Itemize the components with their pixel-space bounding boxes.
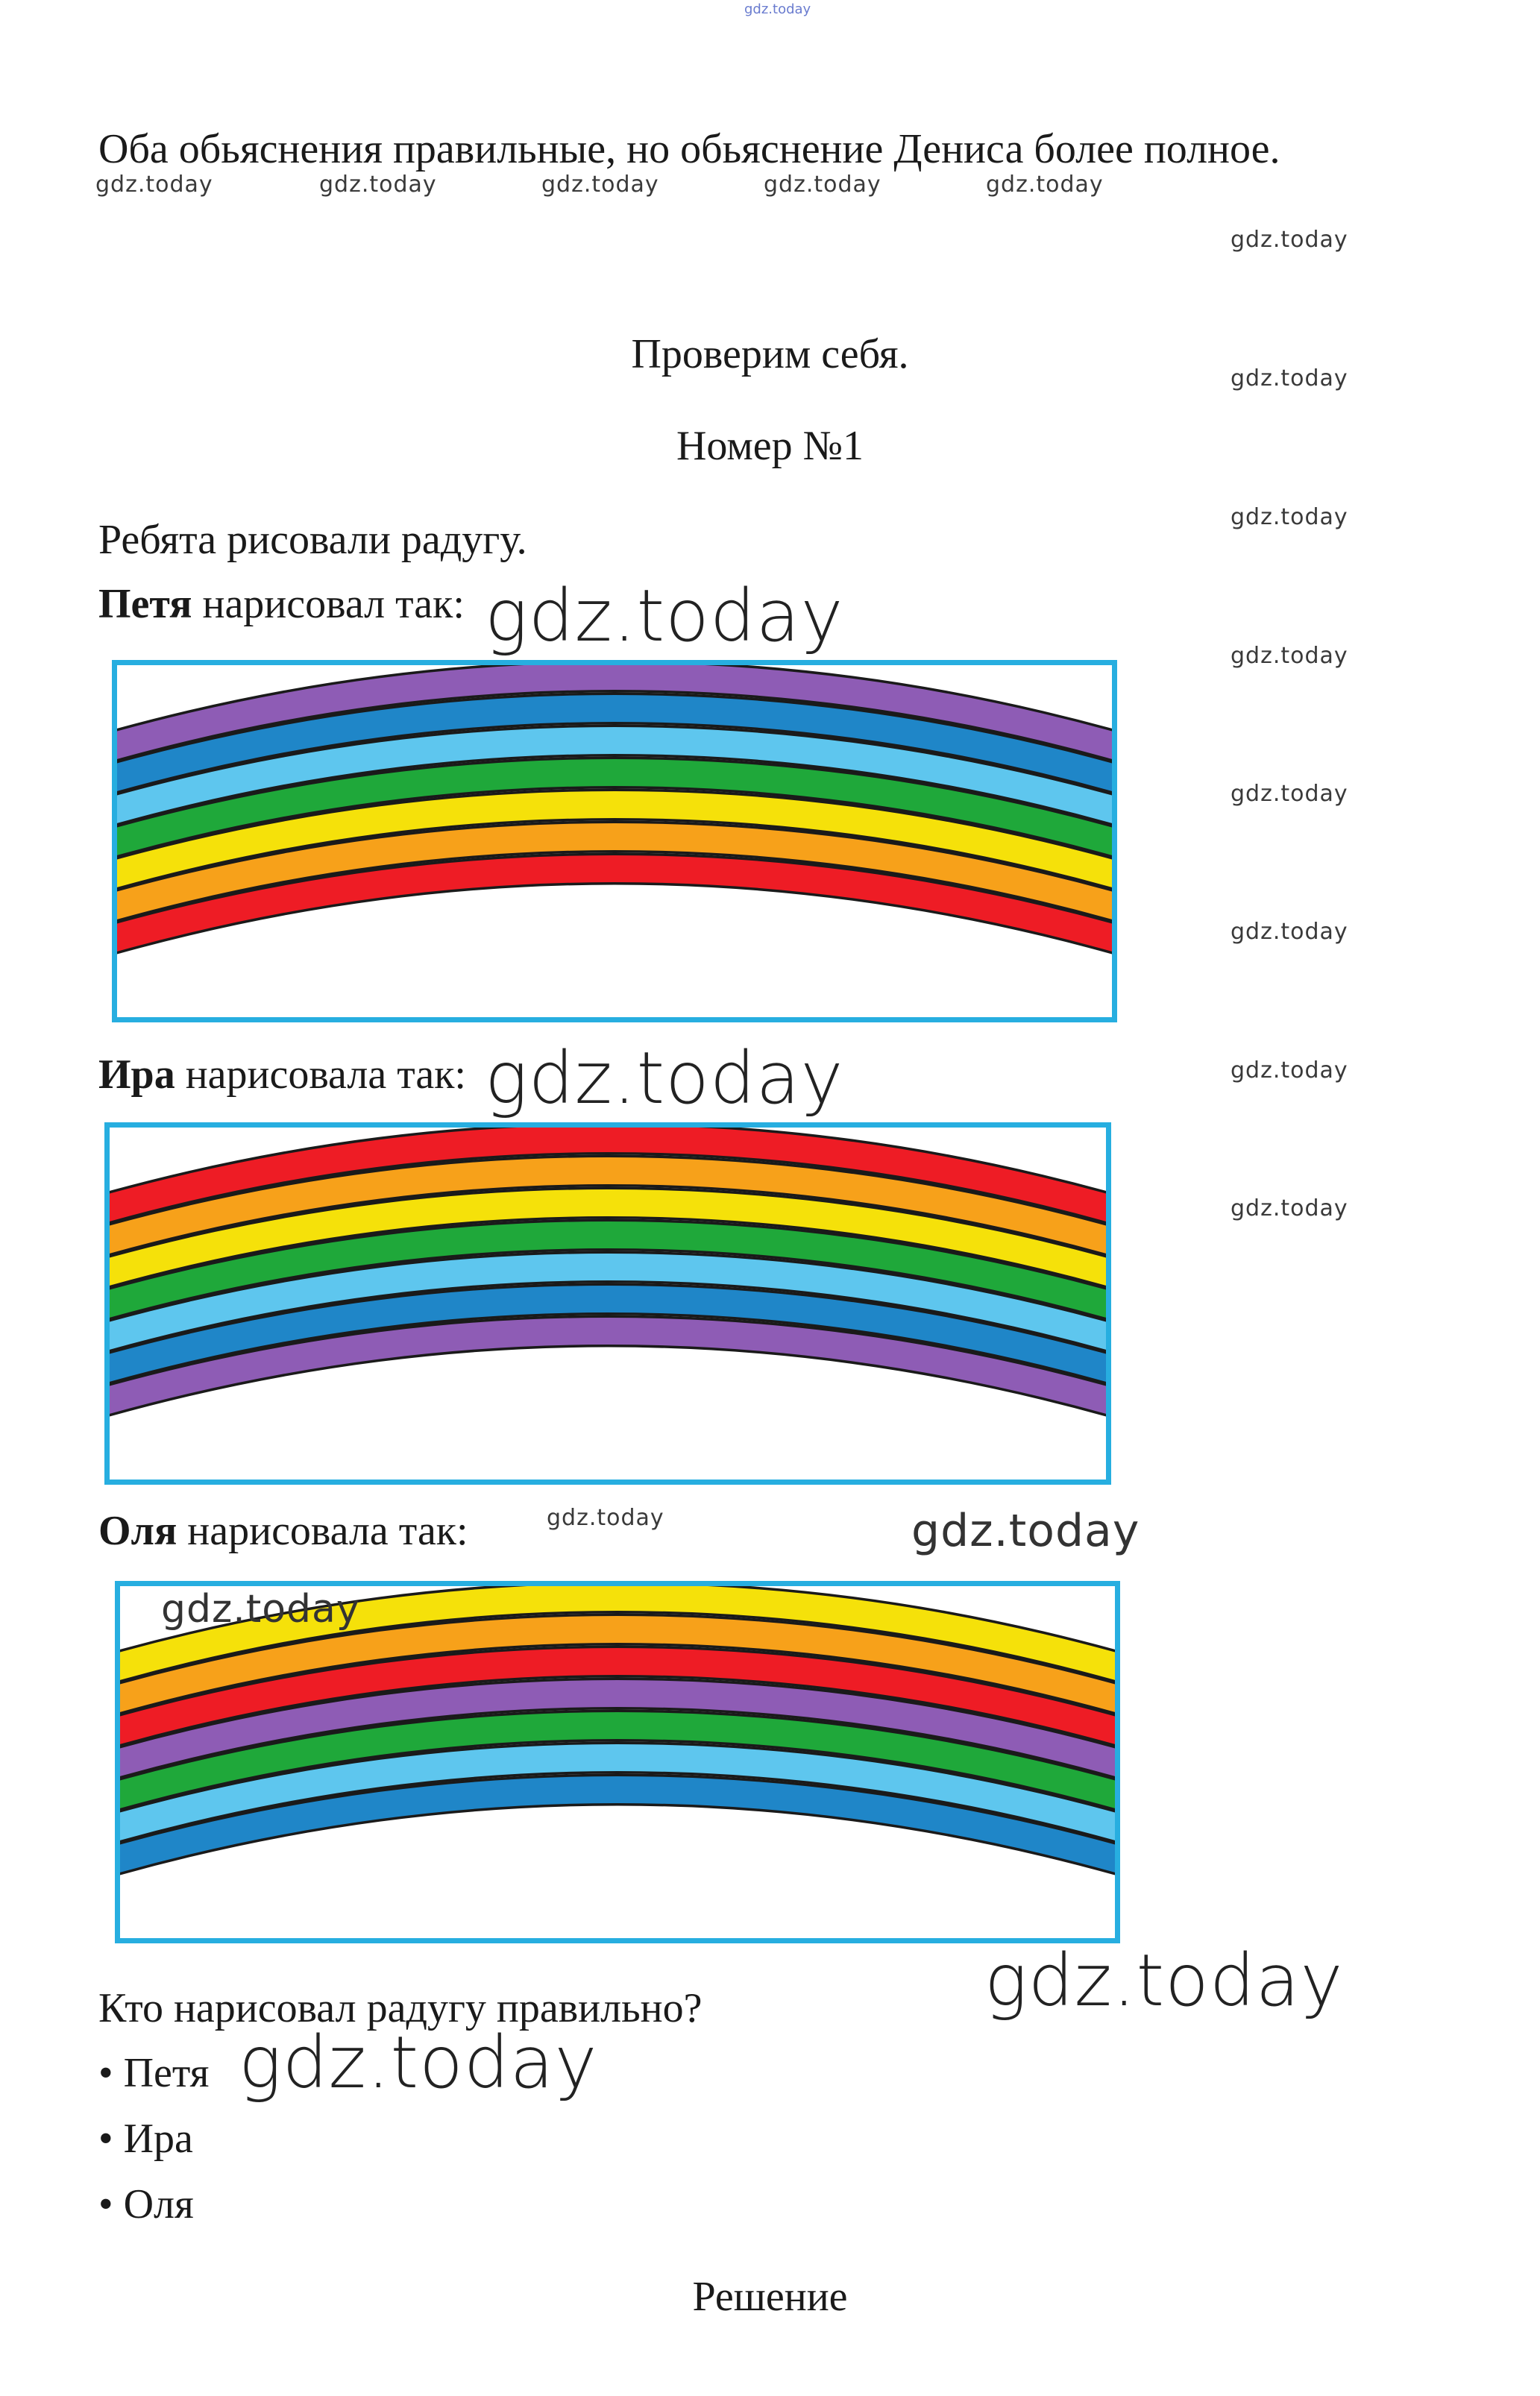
rainbow-svg [120,1586,1115,1938]
solution-heading: Решение [692,2274,848,2320]
rainbow-svg [110,1128,1106,1480]
watermark: gdz.today [541,172,659,198]
watermark: gdz.today [1231,365,1348,392]
caption-text: нарисовал так: [192,581,465,627]
watermark: gdz.today [1231,643,1348,669]
watermark: gdz.today [319,172,437,198]
child-name: Оля [98,1508,177,1554]
child-name: Петя [98,581,192,627]
intro-text: Ребята рисовали радугу. [98,517,527,563]
drawing-caption-ira [98,1051,466,1098]
watermark: gdz.today [764,172,881,198]
question-text: Кто нарисовал радугу правильно? [98,1985,703,2031]
caption-text: нарисовала так: [175,1051,466,1098]
option-ira: • Ира [98,2116,193,2162]
task-number: Номер №1 [676,423,864,469]
rainbow-ira [104,1122,1111,1485]
section-heading: Проверим себя. [631,331,909,377]
drawing-caption-petya [98,583,465,625]
option-olya: • Оля [98,2181,194,2227]
watermark-medium: gdz.today [161,1587,360,1632]
child-name: Ира [98,1051,175,1098]
drawing-caption-olya [98,1510,468,1552]
watermark-medium: gdz.today [911,1505,1140,1557]
watermark: gdz.today [1231,504,1348,530]
watermark: gdz.today [1231,1057,1348,1084]
rainbow-petya [112,660,1117,1022]
rainbow-svg [117,665,1112,1017]
watermark: gdz.today [1231,1195,1348,1221]
watermark: gdz.today [1231,781,1348,807]
watermark: gdz.today [547,1505,664,1531]
watermark: gdz.today [1231,919,1348,945]
watermark-large: gdz.today [239,2021,598,2104]
top-watermark: gdz.today [744,1,811,17]
explanation-text: Оба обьяснения правильные, но обьяснение Дениса более полное. [98,126,1280,172]
watermark: gdz.today [1231,227,1348,253]
watermark: gdz.today [986,172,1104,198]
watermark: gdz.today [95,172,213,198]
watermark-large: gdz.today [485,574,844,658]
watermark-large: gdz.today [485,1037,844,1120]
watermark-large: gdz.today [984,1939,1344,2022]
option-petya: • Петя [98,2050,210,2096]
caption-text: нарисовала так: [177,1508,468,1554]
rainbow-olya [115,1581,1120,1943]
